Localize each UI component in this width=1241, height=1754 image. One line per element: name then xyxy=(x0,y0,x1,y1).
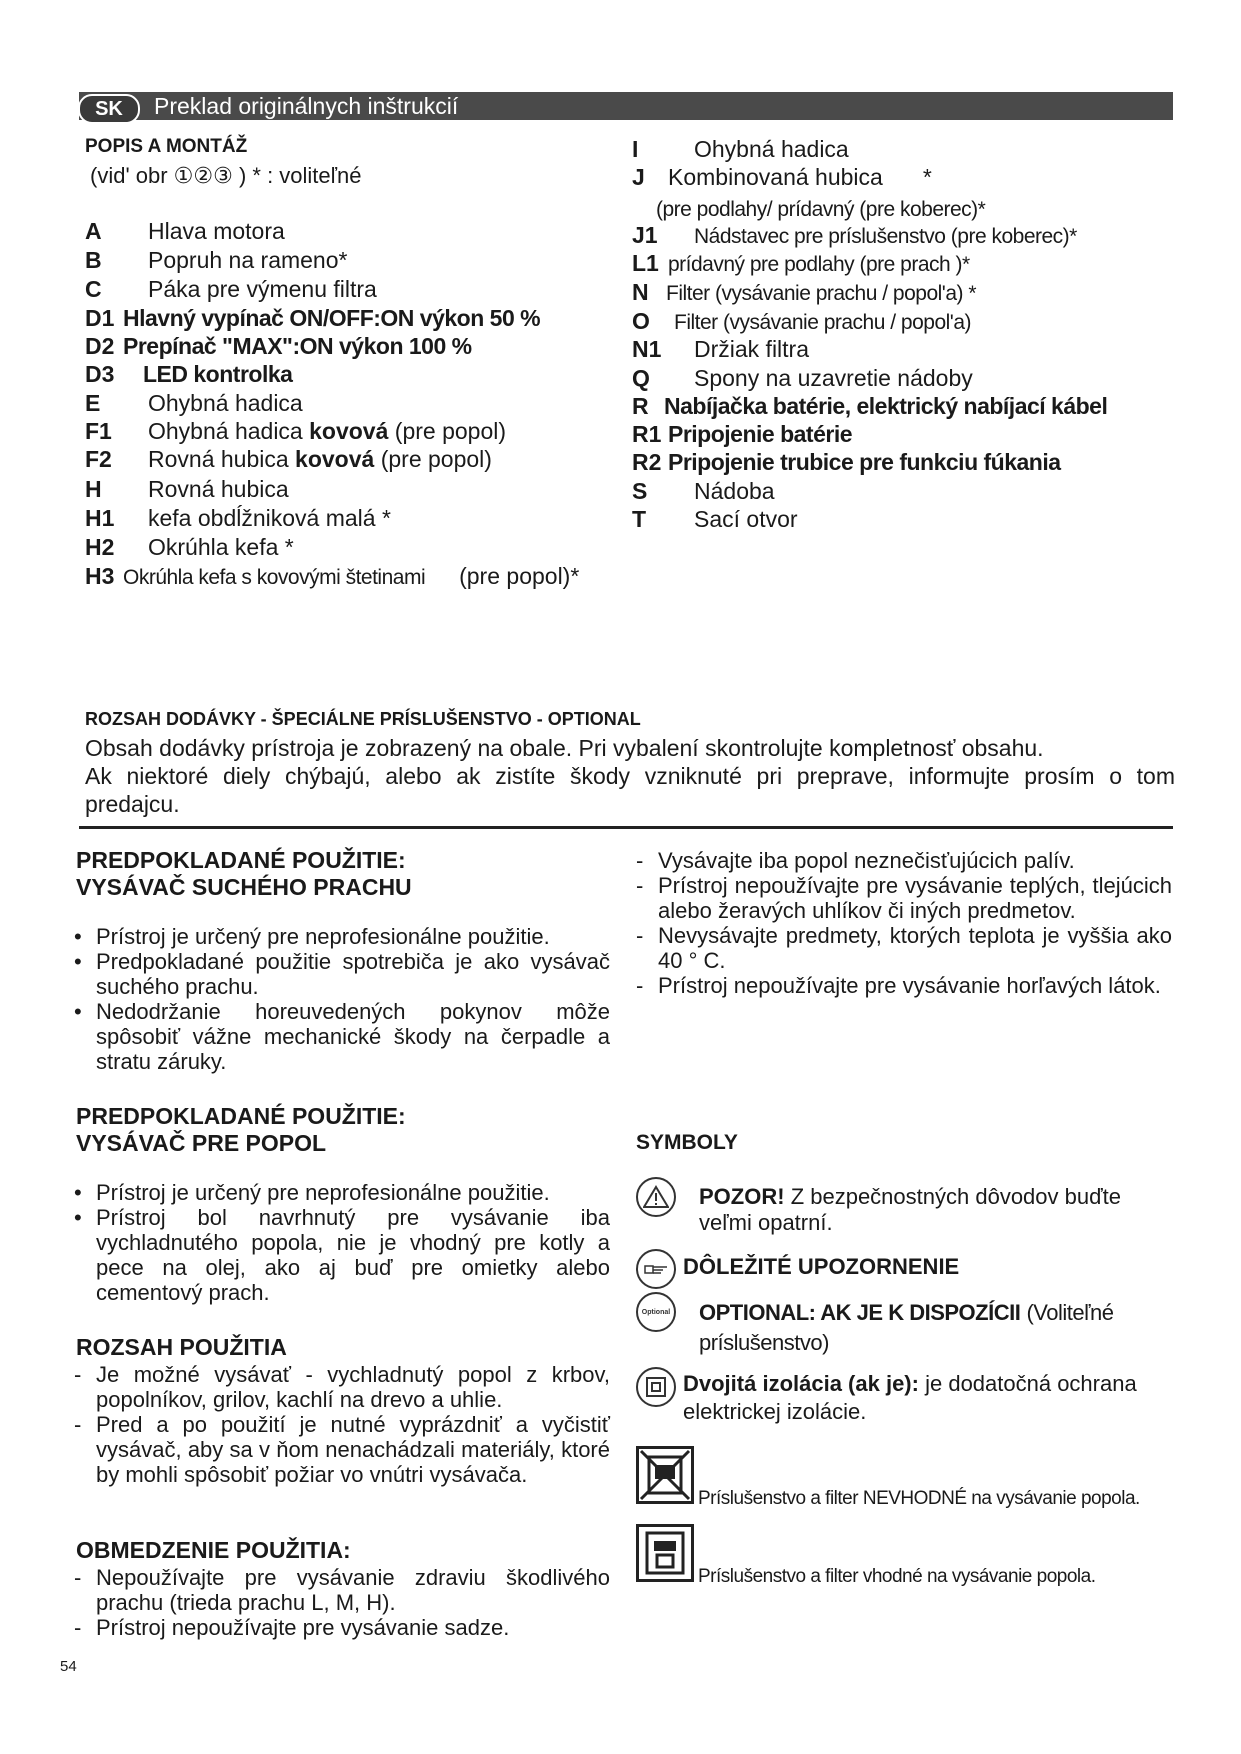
page-number: 54 xyxy=(60,1658,77,1675)
legend-item-t: T Sací otvor xyxy=(632,506,798,532)
list-item: • Predpokladané použitie spotrebiča je ako vysávač suchého prachu. xyxy=(74,949,610,999)
legend-item-i: I Ohybná hadica xyxy=(632,136,849,162)
legend-item-l1: L1 prídavný pre podlahy (pre prach )* xyxy=(632,250,970,276)
pouzitie-prach-heading2: VYSÁVAČ SUCHÉHO PRACHU xyxy=(76,874,412,900)
list-item: • Nedodržanie horeuvedených pokynov môže spôsobiť vážne mechanické škody na čerpadle a stratu záruky. xyxy=(74,999,610,1074)
obmedzenie-heading: OBMEDZENIE POUŽITIA: xyxy=(76,1537,351,1563)
legend-item-h1: H1 kefa obdĺžniková malá * xyxy=(85,505,391,531)
list-item: • Prístroj bol navrhnutý pre vysávanie iba vychladnutého popola, nie je vhodný pre kotly a pece na olej, ako aj buď pre omietky alebo cementový prach. xyxy=(74,1205,610,1305)
symboly-heading: SYMBOLY xyxy=(636,1131,738,1154)
legend-item-n1: N1 Držiak filtra xyxy=(632,336,810,362)
legend-item-e: E Ohybná hadica xyxy=(85,390,303,416)
list-item: - Je možné vysávať - vychladnutý popol z krbov, popolníkov, grilov, kachlí na drevo a uhlie. xyxy=(74,1362,610,1412)
dolezite-upozornenie: DÔLEŽITÉ UPOZORNENIE xyxy=(683,1254,960,1279)
list-item: - Pred a po použití je nutné vyprázdniť a vyčistiť vysávač, aby sa v ňom nenachádzali materiály, ktoré by mohli spôsobiť požiar vo vnútri vysávača. xyxy=(74,1412,610,1487)
legend-item-s: S Nádoba xyxy=(632,478,775,504)
pouzitie-popol-heading2: VYSÁVAČ PRE POPOL xyxy=(76,1130,327,1156)
list-item: • Prístroj je určený pre neprofesionálne použitie. xyxy=(74,924,550,949)
legend-item-f2: F2 Rovná hubica kovová (pre popol) xyxy=(85,446,492,472)
vhodne-text: Príslušenstvo a filter vhodné na vysávanie popola. xyxy=(698,1566,1096,1587)
pouzitie-prach-list xyxy=(74,924,610,1074)
list-item: - Prístroj nepoužívajte pre vysávanie teplých, tlejúcich alebo žeravých uhlíkov či iných predmetov. xyxy=(636,873,1172,923)
legend-item-d1: D1 Hlavný vypínač ON/OFF:ON výkon 50 % xyxy=(85,305,541,331)
list-item: - Nepoužívajte pre vysávanie zdraviu škodlivého prachu (trieda prachu L, M, H). xyxy=(74,1565,610,1615)
rozsah-dodavky-line2: Ak niektoré diely chýbajú, alebo ak zistíte škody vzniknuté pri preprave, informujte prosím o tom xyxy=(85,763,1175,789)
pouzitie-popol-list xyxy=(74,1180,610,1305)
pouzitie-popol-heading1: PREDPOKLADANÉ POUŽITIE: xyxy=(76,1103,406,1129)
pointing-hand-icon xyxy=(636,1249,676,1289)
list-item: - Vysávajte iba popol neznečisťujúcich palív. xyxy=(636,848,1075,873)
legend-item-n: N Filter (vysávanie prachu / popol'a) * xyxy=(632,279,976,305)
legend-item-sub: (pre podlahy/ prídavný (pre koberec)* xyxy=(656,198,986,221)
optional-icon: Optional xyxy=(636,1292,676,1332)
dvojita-izolacia-text: Dvojitá izolácia (ak je): je dodatočná ochrana elektrickej izolácie. xyxy=(683,1371,1137,1424)
legend-item-r: R Nabíjačka batérie, elektrický nabíjací kábel xyxy=(632,393,1108,419)
optional-text: OPTIONAL: AK JE K DISPOZÍCII (Voliteľné príslušenstvo) xyxy=(699,1300,1114,1355)
rozsah-pouzitia-list xyxy=(74,1362,610,1487)
legend-item-h3: H3 Okrúhla kefa s kovovými štetinami (pre popol)* xyxy=(85,563,580,589)
divider xyxy=(79,826,1173,829)
legend-item-b: B Popruh na rameno* xyxy=(85,247,348,273)
rozsah-dodavky-line3: predajcu. xyxy=(85,791,180,817)
warning-icon xyxy=(636,1177,676,1217)
right-dash-list xyxy=(636,848,1172,998)
legend-item-d2: D2 Prepínač "MAX":ON výkon 100 % xyxy=(85,333,472,359)
list-item: • Prístroj je určený pre neprofesionálne použitie. xyxy=(74,1180,550,1205)
legend-item-d3: D3 LED kontrolka xyxy=(85,361,293,387)
list-item: - Prístroj nepoužívajte pre vysávanie sadze. xyxy=(74,1615,510,1640)
rozsah-dodavky-heading: ROZSAH DODÁVKY - ŠPECIÁLNE PRÍSLUŠENSTVO - OPTIONAL xyxy=(85,709,641,729)
legend-item-q: Q Spony na uzavretie nádoby xyxy=(632,365,973,391)
suitable-ash-icon xyxy=(636,1524,694,1582)
legend-item-j1: J1 Nádstavec pre príslušenstvo (pre koberec)* xyxy=(632,222,1077,248)
legend-item-h: H Rovná hubica xyxy=(85,476,289,502)
legend-item-r1: R1 Pripojenie batérie xyxy=(632,421,853,447)
legend-item-r2: R2 Pripojenie trubice pre funkciu fúkania xyxy=(632,449,1061,475)
page-title: Preklad originálnych inštrukcií xyxy=(154,93,459,119)
rozsah-dodavky-line1: Obsah dodávky prístroja je zobrazený na obale. Pri vybalení skontrolujte kompletnosť obsahu. xyxy=(85,735,1044,761)
nevhodne-text: Príslušenstvo a filter NEVHODNÉ na vysávanie popola. xyxy=(698,1488,1140,1509)
language-badge: SK xyxy=(78,94,140,124)
legend-item-a: A Hlava motora xyxy=(85,218,285,244)
rozsah-pouzitia-heading: ROZSAH POUŽITIA xyxy=(76,1334,287,1360)
not-suitable-ash-icon xyxy=(636,1446,694,1504)
double-insulation-icon xyxy=(636,1367,676,1407)
legend-item-f1: F1 Ohybná hadica kovová (pre popol) xyxy=(85,418,507,444)
list-item: - Prístroj nepoužívajte pre vysávanie horľavých látok. xyxy=(636,973,1161,998)
legend-item-o: O Filter (vysávanie prachu / popol'a) xyxy=(632,308,971,334)
legend-item-h2: H2 Okrúhla kefa * xyxy=(85,534,294,560)
popis-heading: POPIS A MONTÁŽ xyxy=(85,136,248,157)
pozor-text: POZOR! Z bezpečnostných dôvodov buďte veľmi opatrní. xyxy=(699,1184,1121,1235)
list-item: - Nevysávajte predmety, ktorých teplota je vyššia ako 40 ° C. xyxy=(636,923,1172,973)
popis-subline: (vid' obr ①②③ ) * : voliteľné xyxy=(90,163,362,188)
obmedzenie-list xyxy=(74,1565,610,1640)
legend-item-c: C Páka pre výmenu filtra xyxy=(85,276,377,302)
pouzitie-prach-heading1: PREDPOKLADANÉ POUŽITIE: xyxy=(76,847,406,873)
legend-item-j: J Kombinovaná hubica * xyxy=(632,164,932,190)
